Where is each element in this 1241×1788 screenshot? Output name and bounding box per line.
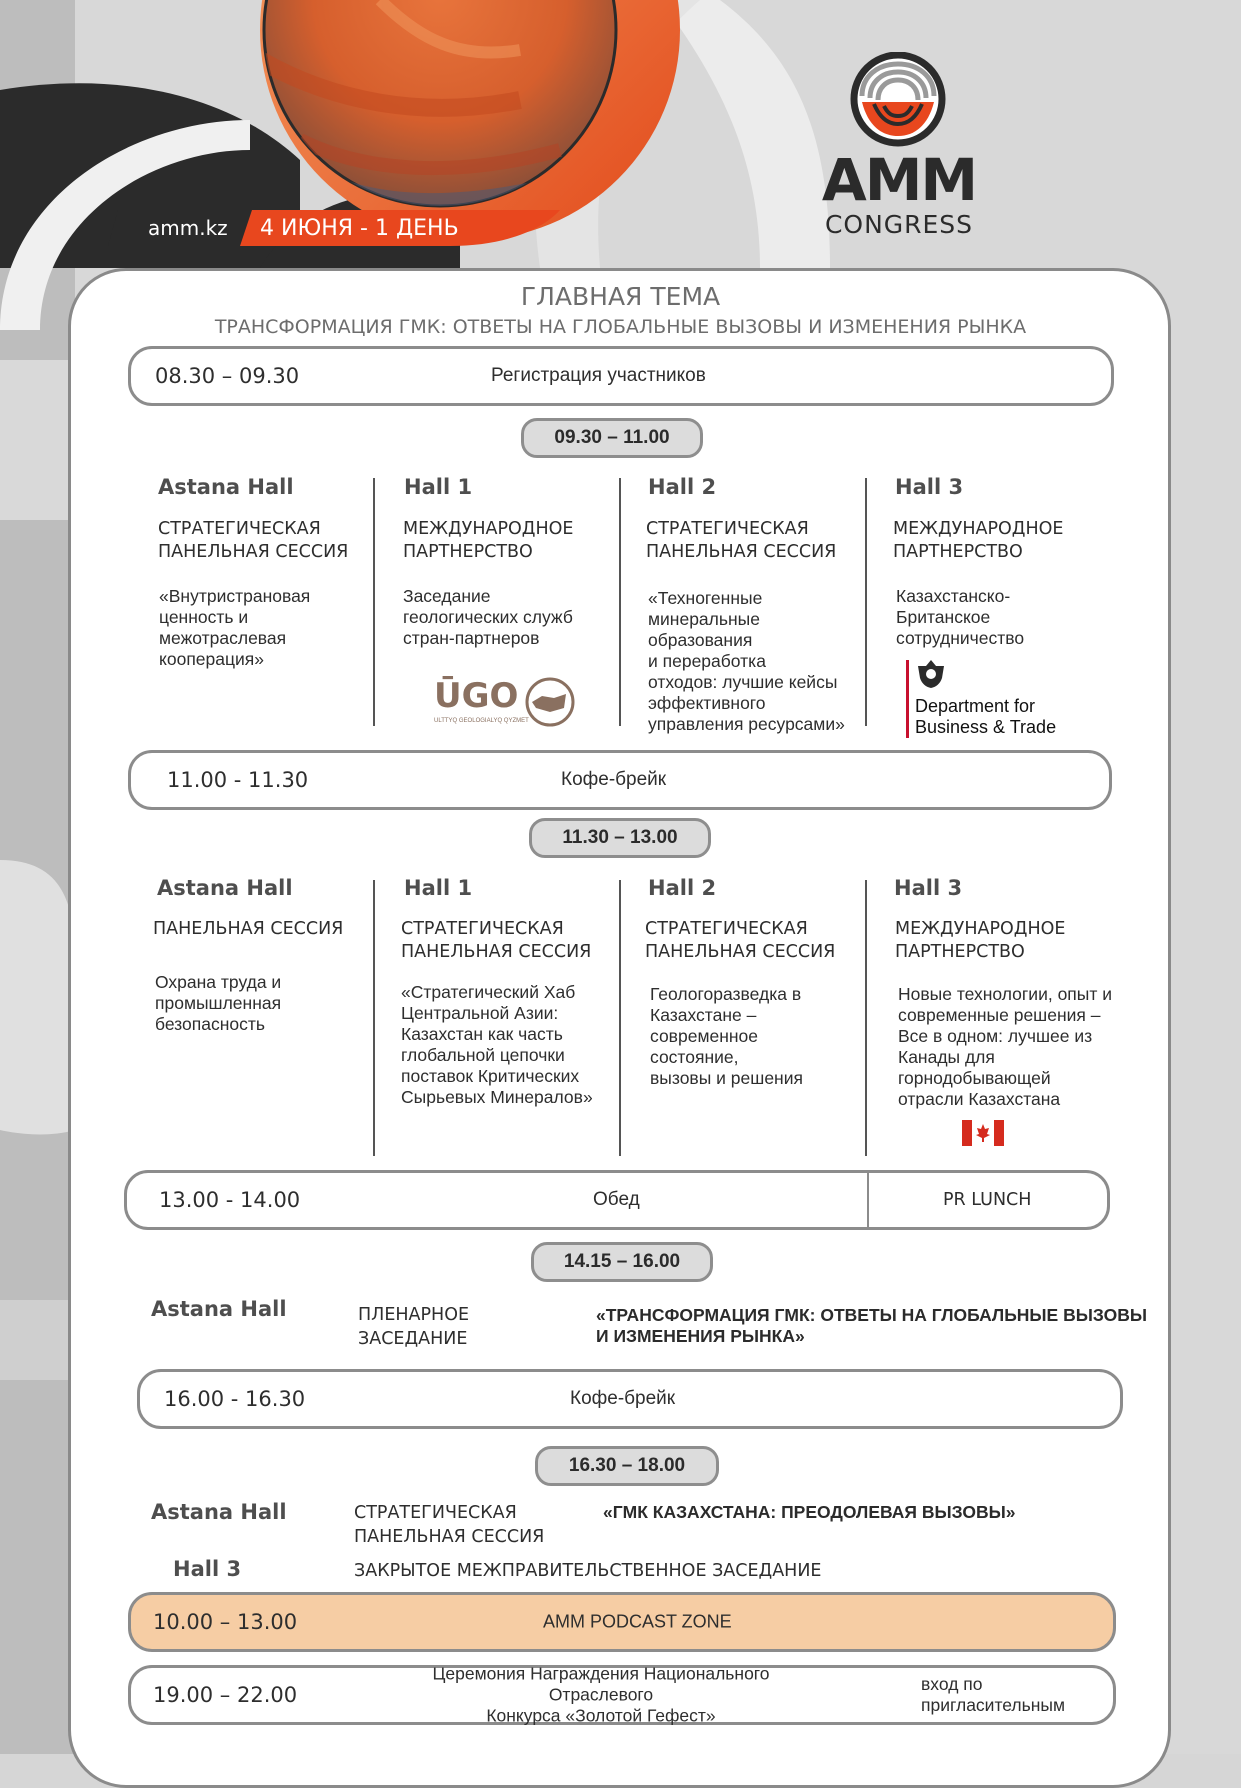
slot2-hall-3: Hall 3 (894, 876, 963, 900)
slot1-desc-astana: «Внутристрановая ценность и межотраслевая кооперация» (159, 586, 311, 669)
podcast-time: 10.00 – 13.00 (153, 1610, 298, 1634)
registration-label: Регистрация участников (491, 365, 706, 386)
slot2-hall-2: Hall 2 (648, 876, 717, 900)
ceremony-time: 19.00 – 22.00 (153, 1683, 298, 1707)
slot2-desc-hall2: Геологоразведка в Казахстане – современное состояние, вызовы и решения (650, 984, 803, 1088)
crest-icon (914, 658, 948, 690)
coffee-break-bar (128, 750, 1112, 810)
logo-sub-text: CONGRESS (824, 210, 974, 239)
slot1-type-hall1: МЕЖДУНАРОДНОЕ ПАРТНЕРСТВО (403, 519, 574, 562)
amm-logo-icon (848, 52, 948, 147)
lunch-label: Обед (593, 1189, 640, 1210)
slot2-desc-hall3: Новые технологии, опыт и современные решения – Все в одном: лучшее из Канады для горнодобывающей отрасли Казахстана (898, 984, 1113, 1109)
slot4-title: «ГМК КАЗАХСТАНА: ПРЕОДОЛЕВАЯ ВЫЗОВЫ» (603, 1502, 1016, 1522)
theme-subtitle: ТРАНСФОРМАЦИЯ ГМК: ОТВЕТЫ НА ГЛОБАЛЬНЫЕ ВЫЗОВЫ И ИЗМЕНЕНИЯ РЫНКА (214, 316, 1027, 338)
dbt-text-2: Business & Trade (915, 717, 1057, 737)
slot2-type-astana: ПАНЕЛЬНАЯ СЕССИЯ (153, 919, 344, 939)
divider (865, 478, 867, 726)
slot2-hall-astana: Astana Hall (157, 876, 293, 900)
map-icon (524, 676, 576, 728)
registration-bar (128, 346, 1114, 406)
registration-time: 08.30 – 09.30 (155, 364, 300, 388)
logo-main-text: AMM (821, 146, 977, 214)
divider (373, 880, 375, 1156)
slot3-type: ПЛЕНАРНОЕ ЗАСЕДАНИЕ (358, 1305, 470, 1349)
slot3-title: «ТРАНСФОРМАЦИЯ ГМК: ОТВЕТЫ НА ГЛОБАЛЬНЫЕ ВЫЗОВЫ И ИЗМЕНЕНИЯ РЫНКА» (596, 1305, 1147, 1346)
slot4-hall: Astana Hall (151, 1500, 287, 1524)
slot2-desc-hall1: «Стратегический Хаб Центральной Азии: Казахстан как часть глобальной цепочки поставок Критических Сырьевых Минералов» (401, 982, 593, 1107)
slot2-type-hall1: СТРАТЕГИЧЕСКАЯ ПАНЕЛЬНАЯ СЕССИЯ (401, 919, 592, 962)
event-date: 4 ИЮНЯ - 1 ДЕНЬ (260, 216, 459, 241)
dbt-logo (906, 656, 1086, 740)
dbt-text-1: Department for (915, 696, 1036, 716)
slot1-type-hall3: МЕЖДУНАРОДНОЕ ПАРТНЕРСТВО (893, 519, 1064, 562)
ugo-logo-caption: ULTTYQ GEOLOGIALYQ QYZMET (434, 718, 529, 724)
slot1-hall-2: Hall 2 (648, 475, 717, 499)
ugo-logo (432, 676, 582, 730)
slot4-type: СТРАТЕГИЧЕСКАЯ ПАНЕЛЬНАЯ СЕССИЯ (354, 1503, 545, 1547)
coffee-time: 16.00 - 16.30 (164, 1387, 306, 1411)
slot3-hall: Astana Hall (151, 1297, 287, 1321)
slot2-hall-1: Hall 1 (404, 876, 473, 900)
logo-rule (906, 660, 909, 738)
ceremony-bar (128, 1665, 1116, 1725)
slot2-type-hall3: МЕЖДУНАРОДНОЕ ПАРТНЕРСТВО (895, 919, 1066, 962)
divider (865, 880, 867, 1156)
coffee-label: Кофе-брейк (561, 769, 667, 790)
ceremony-label: Церемония Награждения Национального Отраслевого Конкурса «Золотой Гефест» (432, 1663, 770, 1726)
divider (373, 478, 375, 726)
lunch-time: 13.00 - 14.00 (159, 1188, 301, 1212)
slot4-time: 16.30 – 18.00 (535, 1446, 719, 1486)
podcast-zone-bar (128, 1592, 1116, 1652)
coffee-break-bar (137, 1369, 1123, 1429)
slot2-time: 11.30 – 13.00 (529, 818, 711, 858)
slot1-time: 09.30 – 11.00 (521, 418, 703, 458)
coffee-time: 11.00 - 11.30 (167, 768, 309, 792)
slot2-desc-astana: Охрана труда и промышленная безопасность (155, 972, 282, 1034)
slot4-hall2-session: ЗАКРЫТОЕ МЕЖПРАВИТЕЛЬСТВЕННОЕ ЗАСЕДАНИЕ (354, 1561, 822, 1581)
ugo-logo-text: ŪGO (434, 676, 519, 716)
slot1-hall-astana: Astana Hall (158, 475, 294, 499)
canada-flag-icon (962, 1120, 1004, 1146)
slot1-desc-hall2: «Техногенные минеральные образования и переработка отходов: лучшие кейсы эффективного управления ресурсами» (648, 588, 845, 734)
slot3-time: 14.15 – 16.00 (531, 1242, 713, 1282)
coffee-label: Кофе-брейк (570, 1388, 676, 1409)
pr-lunch-label: PR LUNCH (943, 1190, 1032, 1210)
slot4-hall2: Hall 3 (173, 1557, 242, 1581)
slot2-type-hall2: СТРАТЕГИЧЕСКАЯ ПАНЕЛЬНАЯ СЕССИЯ (645, 919, 836, 962)
podcast-label: AMM PODCAST ZONE (543, 1611, 732, 1632)
theme-heading: ГЛАВНАЯ ТЕМА (520, 282, 721, 311)
divider (619, 880, 621, 1156)
slot1-type-hall2: СТРАТЕГИЧЕСКАЯ ПАНЕЛЬНАЯ СЕССИЯ (646, 519, 837, 562)
slot1-hall-1: Hall 1 (404, 475, 473, 499)
slot1-hall-3: Hall 3 (895, 475, 964, 499)
lunch-bar (124, 1170, 1110, 1230)
slot1-desc-hall1: Заседание геологических служб стран-партнеров (403, 586, 573, 648)
ceremony-note: вход по пригласительным (921, 1674, 1066, 1715)
slot1-type-astana: СТРАТЕГИЧЕСКАЯ ПАНЕЛЬНАЯ СЕССИЯ (158, 519, 349, 562)
divider (619, 478, 621, 726)
site-url[interactable]: amm.kz (148, 216, 228, 240)
divider (867, 1173, 869, 1227)
slot1-desc-hall3: Казахстанско- Британское сотрудничество (896, 586, 1025, 648)
